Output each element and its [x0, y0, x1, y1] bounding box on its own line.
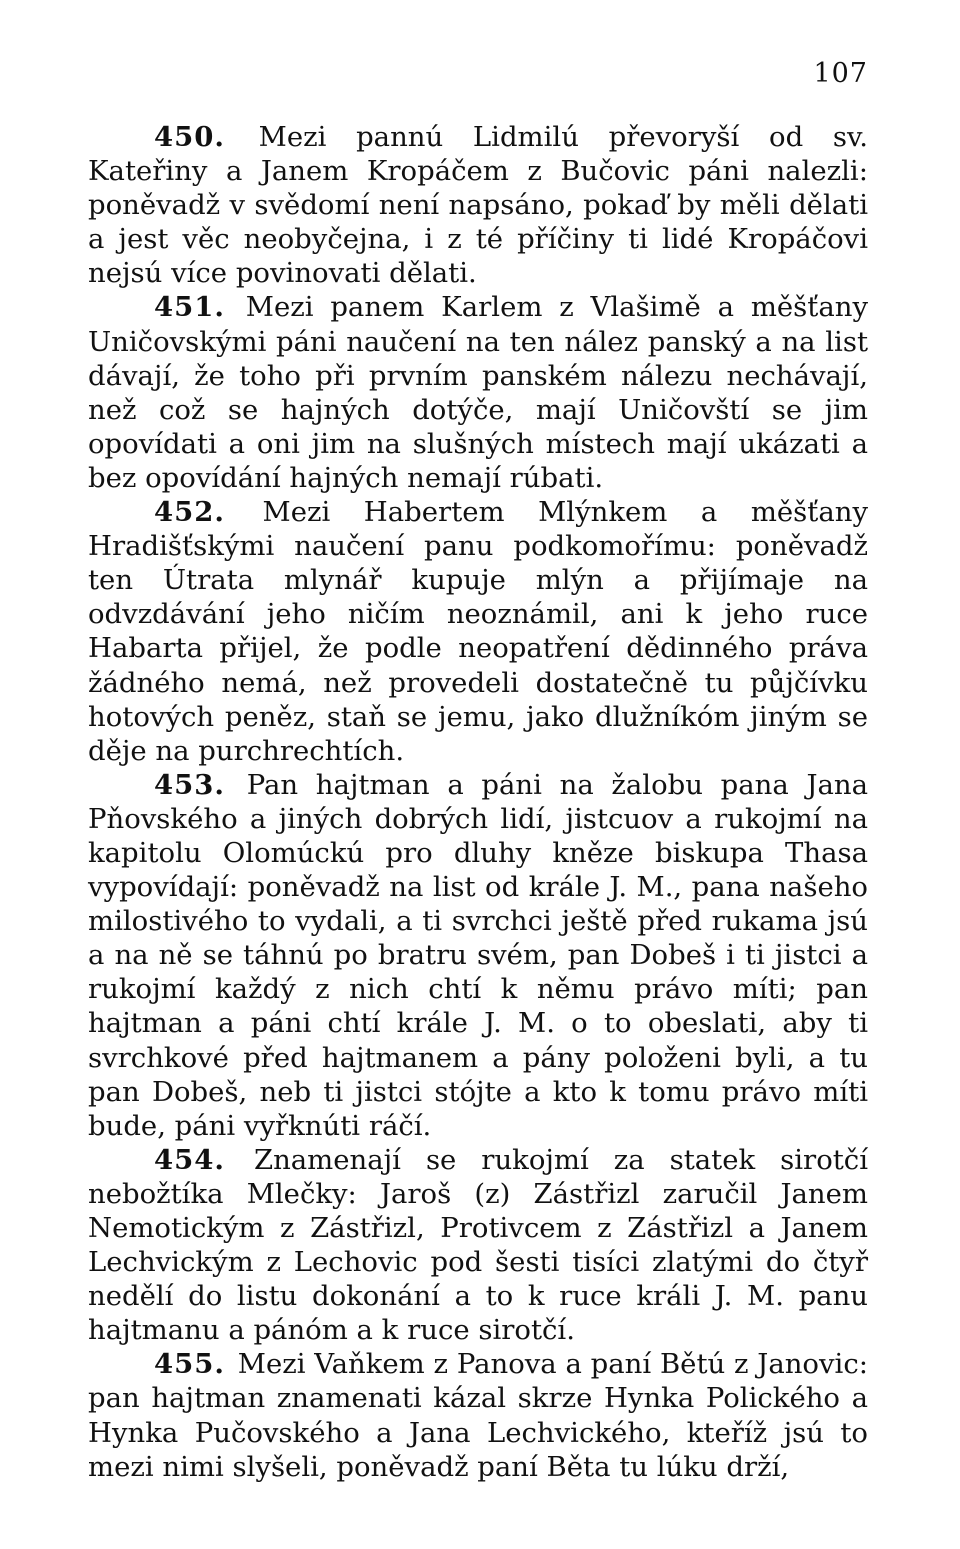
entry-450: [88, 120, 868, 290]
entry-number: 452.: [154, 496, 225, 529]
entry-451: [88, 290, 868, 495]
entry-text: Mezi Vaňkem z Panova a paní Bětú z Janovic: pan hajtman znamenati kázal skrze Hynka Polického a Hynka Pučovského a Jana Lechvického, kteříž jsú to mezi nimi slyšeli, poněvadž paní Běta tu lúku drží,: [88, 1348, 868, 1483]
entry-455: [88, 1347, 868, 1483]
entry-453: [88, 768, 868, 1143]
page-number: 107: [813, 58, 868, 89]
entry-number: 455.: [154, 1348, 225, 1381]
entry-454: [88, 1143, 868, 1348]
entry-text: Znamenají se rukojmí za statek sirotčí nebožtíka Mlečky: Jaroš (z) Zástřizl zaručil Janem Nemotickým z Zástřizl, Protivcem z Zástřizl a Janem Lechvickým z Lechovic pod šesti tisíci zlatými do čtyř nedělí do listu dokonání a to k ruce králi J. M. panu hajtmanu a pánóm a k ruce sirotčí.: [88, 1143, 868, 1347]
entry-number: 450.: [154, 121, 225, 153]
entry-452: [88, 495, 868, 768]
entry-number: 451.: [154, 291, 225, 324]
entry-text: Pan hajtman a páni na žalobu pana Jana Pňovského a jiných dobrých lidí, jistcuov a rukojmí na kapitolu Olomúckú pro dluhy kněze biskupa Thasa vypovídají: poněvadž na list od krále J. M., pana našeho milostivého to vydali, a ti svrchci ještě před rukama jsú a na ně se táhnú po bratru svém, pan Dobeš i ti jistci a rukojmí každý z nich chtí k němu právo míti; pan hajtman a páni chtí krále J. M. o to obeslati, aby ti svrchkové před hajtmanem a pány položeni byli, a tu pan Dobeš, neb ti jistci stójte a kto k tomu právo míti bude, páni vyřknúti ráčí.: [88, 768, 868, 1142]
entry-number: 453.: [154, 768, 225, 801]
body-text: [88, 120, 868, 1484]
entry-text: Mezi Habertem Mlýnkem a měšťany Hradišťskými naučení panu podkomořímu: poněvadž ten Útrata mlynář kupuje mlýn a přijímaje na odvzdávání jeho ničím neoznámil, ani k jeho ruce Habarta přijel, že podle neopatření dědinného práva žádného nemá, než provedeli dostatečně tu půjčívku hotových peněz, staň se jemu, jako dlužníkóm jiným se děje na purchrechtích.: [88, 496, 868, 767]
entry-text: Mezi panem Karlem z Vlašimě a měšťany Uničovskými páni naučení na ten nález panský a na list dávají, že toho při prvním panském nálezu nechávají, než což se hajných dotýče, mají Uničovští se jim opovídati a oni jim na slušných místech mají ukázati a bez opovídání hajných nemají rúbati.: [88, 291, 868, 494]
entry-number: 454.: [154, 1143, 225, 1176]
entry-text: Mezi pannú Lidmilú převoryší od sv. Kateřiny a Janem Kropáčem z Bučovic páni nalezli: poněvadž v svědomí není napsáno, pokaď by měli dělati a jest věc neobyčejna, i z té příčiny ti lidé Kropáčovi nejsú více povinovati dělati.: [88, 121, 868, 290]
